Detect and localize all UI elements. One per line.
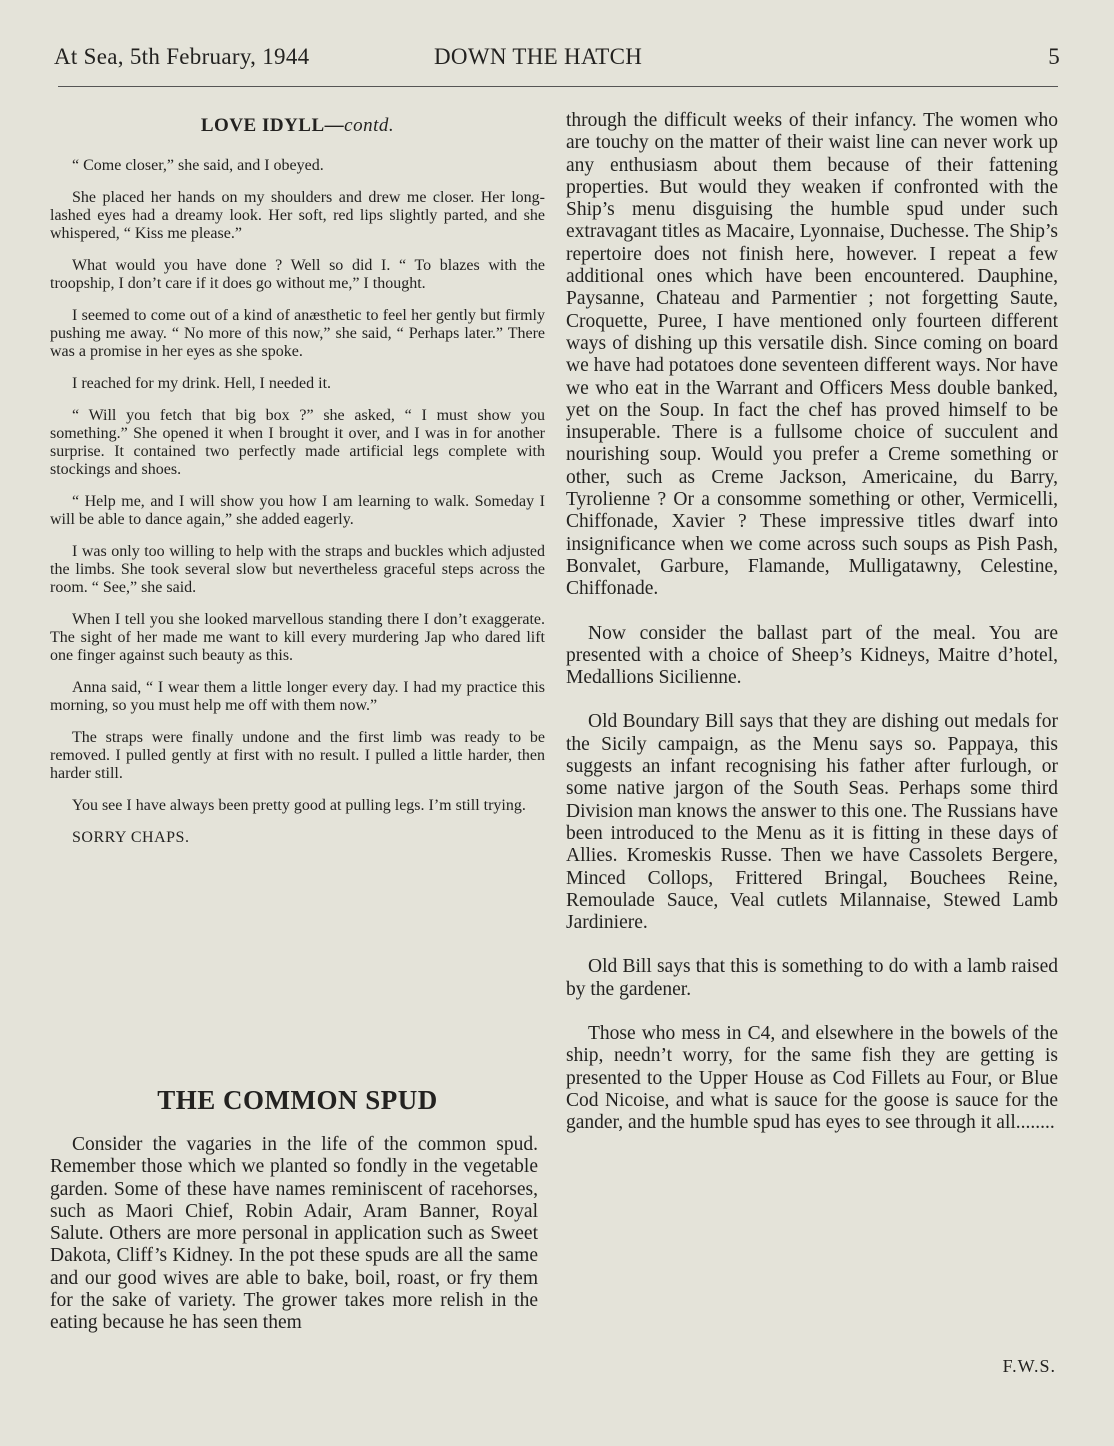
love-idyll-article <box>50 115 545 861</box>
common-spud-title: THE COMMON SPUD <box>157 1085 438 1115</box>
header-publication-title: DOWN THE HATCH <box>434 44 643 69</box>
author-signature: F.W.S. <box>1002 1356 1056 1376</box>
paragraph: through the difficult weeks of their infancy. The women who are touchy on the matter of their waist line can never work up any enthusiasm about them because of their fattening properties. But would they weaken if confronted with the Ship’s menu disguising the humble spud under such extravagant titles as Macaire, Lyonnaise, Duchesse. The Ship’s repertoire does not finish here, however. I repeat a few additional ones which have been encountered. Dauphine, Paysanne, Chateau and Parmentier ; not forgetting Saute, Croquette, Puree, I have mentioned only fourteen different ways of dishing up this versatile dish. Since coming on board we have had potatoes done seventeen different ways. Nor have we who eat in the Warrant and Officers Mess double banked, yet on the Soup. In fact the chef has proved himself to be insuperable. There is a fullsome choice of succulent and nourishing soup. Would you prefer a Creme something or other, such as Creme Jackson, Americaine, du Barry, Tyrolienne ? Or a consomme something or other, Vermicelli, Chiffonade, Xavier ? These impressive titles dwarf into insignificance when we come across such soups as Pish Pash, Bonvalet, Garbure, Flamande, Mulligatawny, Celestine, Chiffonade. <box>566 110 1058 600</box>
header-rule <box>58 86 1058 87</box>
love-idyll-title-contd: contd. <box>344 115 395 136</box>
paragraph: Those who mess in C4, and elsewhere in the bowels of the ship, needn’t worry, for the same fish they are getting is presented to the Upper House as Cod Fillets au Four, or Blue Cod Nicoise, and what is sauce for the goose is sauce for the gander, and the humble spud has eyes to see through it all........ <box>566 1022 1058 1134</box>
paragraph: When I tell you she looked marvellous standing there I don’t exaggerate. The sight of her made me want to kill every murdering Jap who dared lift one finger against such beauty as this. <box>50 611 545 664</box>
love-idyll-title-text: LOVE IDYLL— <box>200 115 345 136</box>
header-page-number: 5 <box>1048 44 1060 69</box>
common-spud-article-right <box>566 110 1058 1134</box>
paragraph: “ Come closer,” she said, and I obeyed. <box>72 157 324 174</box>
header-date: At Sea, 5th February, 1944 <box>54 44 310 69</box>
page-header <box>54 44 1060 80</box>
paragraph: “ Will you fetch that big box ?” she asked, “ I must show you something.” She opened it when I brought it over, and I was in for another surprise. It contained two perfectly made artificial legs complete with stockings and shoes. <box>50 407 545 478</box>
common-spud-article-left <box>50 1134 538 1335</box>
paragraph: You see I have always been pretty good at pulling legs. I’m still trying. <box>72 797 526 814</box>
paragraph: Anna said, “ I wear them a little longer every day. I had my practice this morning, so you must help me off with them now.” <box>50 679 545 714</box>
paragraph: I seemed to come out of a kind of anæsthetic to feel her gently but firmly pushing me away. “ No more of this now,” she said, “ Perhaps later.” There was a promise in her eyes as she spoke. <box>50 307 545 360</box>
paragraph: Old Bill says that this is something to do with a lamb raised by the gardener. <box>566 956 1058 1000</box>
paragraph: She placed her hands on my shoulders and drew me closer. Her long-lashed eyes had a dreamy look. Her soft, red lips slightly parted, and she whispered, “ Kiss me please.” <box>50 189 545 242</box>
paragraph: Consider the vagaries in the life of the common spud. Remember those which we planted so fondly in the vegetable garden. Some of these have names reminiscent of racehorses, such as Maori Chief, Robin Adair, Aram Banner, Royal Salute. Others are more personal in application such as Sweet Dakota, Cliff’s Kidney. In the pot these spuds are all the same and our good wives are able to bake, boil, roast, or fry them for the sake of variety. The grower takes more relish in the eating because he has seen them <box>50 1134 538 1334</box>
paragraph: Old Boundary Bill says that they are dishing out medals for the Sicily campaign, as the Menu says so. Pappaya, this suggests an infant recognising his father after furlough, or some native jargon of the South Seas. Perhaps some third Division man knows the answer to this one. The Russians have been introduced to the Menu as it is fitting in these days of Allies. Kromeskis Russe. Then we have Cassolets Bergere, Minced Collops, Frittered Bringal, Bouchees Reine, Remoulade Sauce, Veal cutlets Milannaise, Stewed Lamb Jardiniere. <box>566 711 1058 934</box>
paragraph: What would you have done ? Well so did I. “ To blazes with the troopship, I don’t care if it does go without me,” I thought. <box>50 257 545 292</box>
love-idyll-title <box>50 115 545 137</box>
paragraph: The straps were finally undone and the first limb was ready to be removed. I pulled gently at first with no result. I pulled a little harder, then harder still. <box>50 729 545 782</box>
love-idyll-signoff: SORRY CHAPS. <box>72 829 190 846</box>
paragraph: Now consider the ballast part of the meal. You are presented with a choice of Sheep’s Kidneys, Maitre d’hotel, Medallions Sicilienne. <box>566 622 1058 689</box>
paragraph: I reached for my drink. Hell, I needed it. <box>72 375 332 392</box>
paragraph: “ Help me, and I will show you how I am learning to walk. Someday I will be able to dance again,” she added eagerly. <box>50 493 545 528</box>
paragraph: I was only too willing to help with the straps and buckles which adjusted the limbs. She took several slow but nevertheless graceful steps across the room. “ See,” she said. <box>50 543 545 596</box>
